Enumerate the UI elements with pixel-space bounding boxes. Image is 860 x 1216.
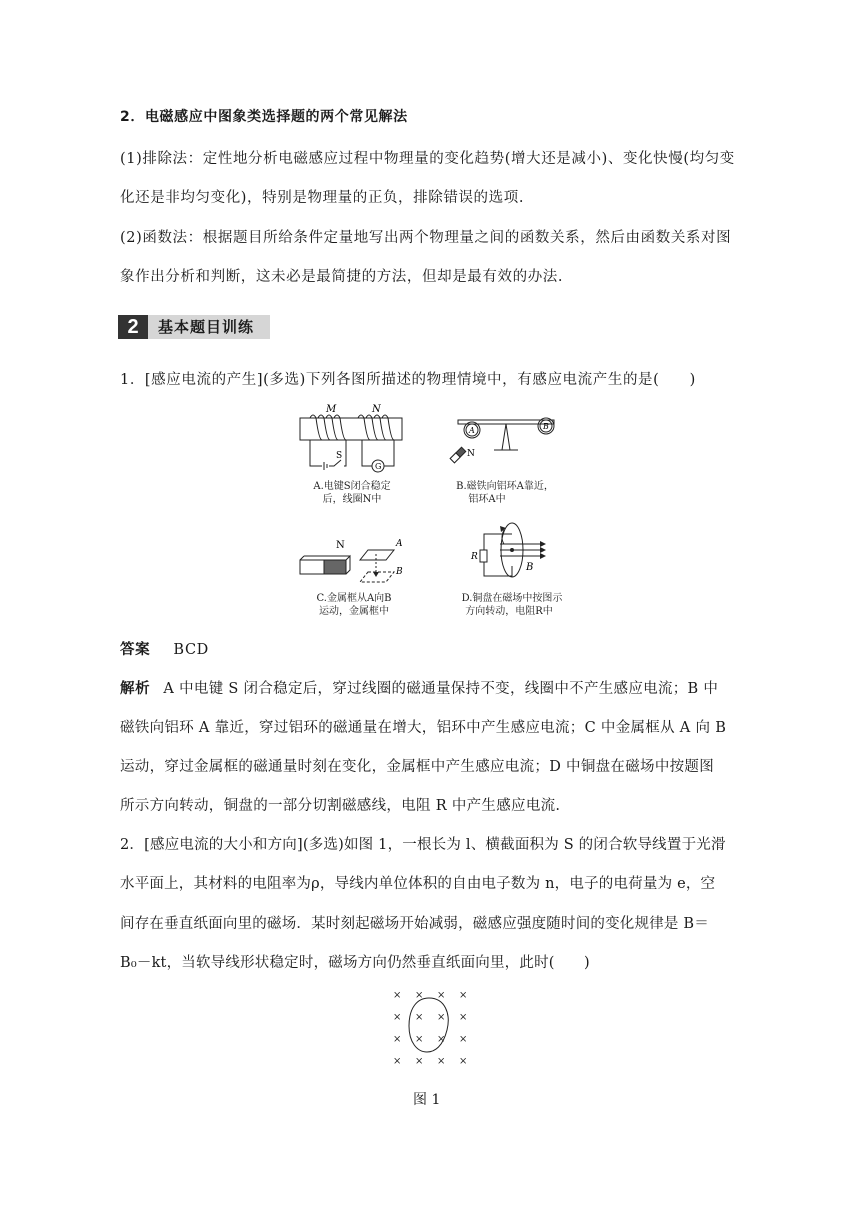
label-n: N [372,404,381,415]
method2-line1: (2)函数法：根据题目所给条件定量地写出两个物理量之间的函数关系，然后由函数关系对图 [120,230,732,246]
label-r: R [471,552,478,562]
field-mark: × [415,1034,424,1045]
label-n: N [467,449,475,459]
q2-line-3: 间存在垂直纸面向里的磁场．某时刻起磁场开始减弱，磁感应强度随时间的变化规律是 B＝ [120,916,709,932]
answer-row [120,638,209,659]
field-mark: × [393,1012,402,1023]
analysis-line-2: 磁铁向铝环 A 靠近，穿过铝环的磁通量在增大，铝环中产生感应电流；C 中金属框从 A 向 B [120,720,727,736]
field-mark: × [459,1034,468,1045]
heading-methods: 2．电磁感应中图象类选择题的两个常见解法 [120,109,408,125]
analysis-line-4: 所示方向转动，铜盘的一部分切割磁感线，电阻 R 中产生感应电流. [120,798,561,814]
figure-b-aluminum-ring-diagram [444,400,564,468]
field-mark: × [393,990,402,1001]
section-number: 2 [118,315,148,339]
figure-c-caption-1: C.金属框从A向B [316,593,392,604]
label-b: B [543,422,549,431]
figure-c-metal-frame-diagram [296,530,414,586]
q2-line-4: B₀－kt，当软导线形状稳定时，磁场方向仍然垂直纸面向里，此时( ) [120,955,590,971]
label-a: A [469,426,475,435]
figure-d-copper-disc-diagram [470,518,570,588]
field-mark: × [415,1056,424,1067]
method1-line2: 化还是非均匀变化)，特别是物理量的正负，排除错误的选项. [120,190,525,206]
field-mark: × [415,990,424,1001]
field-mark: × [393,1034,402,1045]
figure-1-magnetic-field-loop [385,984,477,1078]
method1-line1: (1)排除法：定性地分析电磁感应过程中物理量的变化趋势(增大还是减小)、变化快慢(均匀变 [120,151,735,167]
field-mark: × [437,1056,446,1067]
field-mark: × [415,1012,424,1023]
analysis-label: 解析 [120,681,151,697]
field-mark: × [393,1056,402,1067]
field-mark: × [459,1056,468,1067]
figure-1-caption: 图 1 [413,1092,441,1108]
label-s: S [336,451,343,461]
label-a: A [396,539,403,549]
field-mark: × [437,1012,446,1023]
field-mark: × [437,1034,446,1045]
figure-a-caption-2: 后，线圈N中 [322,494,382,505]
q1-stem: 1．[感应电流的产生](多选)下列各图所描述的物理情境中，有感应电流产生的是( ) [120,372,696,388]
q2-line-1: 2．[感应电流的大小和方向](多选)如图 1，一根长为 l、横截面积为 S 的闭合软导线置于光滑 [120,837,726,853]
field-mark: × [437,990,446,1001]
figure-d-caption-1: D.铜盘在磁场中按图示 [461,593,563,604]
figure-d-caption-2: 方向转动，电阻R中 [465,606,553,617]
figure-a-solenoid-diagram [296,400,408,475]
field-mark: × [459,990,468,1001]
analysis-line-1 [120,677,718,698]
label-b: B [526,562,534,573]
label-n: N [336,540,345,551]
figure-a-caption-1: A.电键S闭合稳定 [313,481,391,492]
method2-line2: 象作出分析和判断，这未必是最简捷的方法，但却是最有效的办法. [120,269,564,285]
figure-c-caption-2: 运动，金属框中 [319,606,389,617]
analysis-text-1: A 中电键 S 闭合稳定后，穿过线圈的磁通量保持不变，线圈中不产生感应电流；B 中 [163,681,719,697]
figure-b-caption-1: B.磁铁向铝环A靠近， [456,481,554,492]
label-g: G [375,462,382,471]
label-b: B [396,567,403,577]
field-mark: × [459,1012,468,1023]
section-title: 基本题目训练 [158,318,255,336]
figure-b-caption-2: 铝环A中 [468,494,506,505]
q2-line-2: 水平面上，其材料的电阻率为ρ，导线内单位体积的自由电子数为 n，电子的电荷量为 e，空 [120,876,716,892]
section-banner [118,315,270,339]
answer-label: 答案 [120,642,151,658]
analysis-line-3: 运动，穿过金属框的磁通量时刻在变化，金属框中产生感应电流；D 中铜盘在磁场中按题图 [120,759,715,775]
label-m: M [326,404,337,415]
answer-value: BCD [173,642,209,658]
